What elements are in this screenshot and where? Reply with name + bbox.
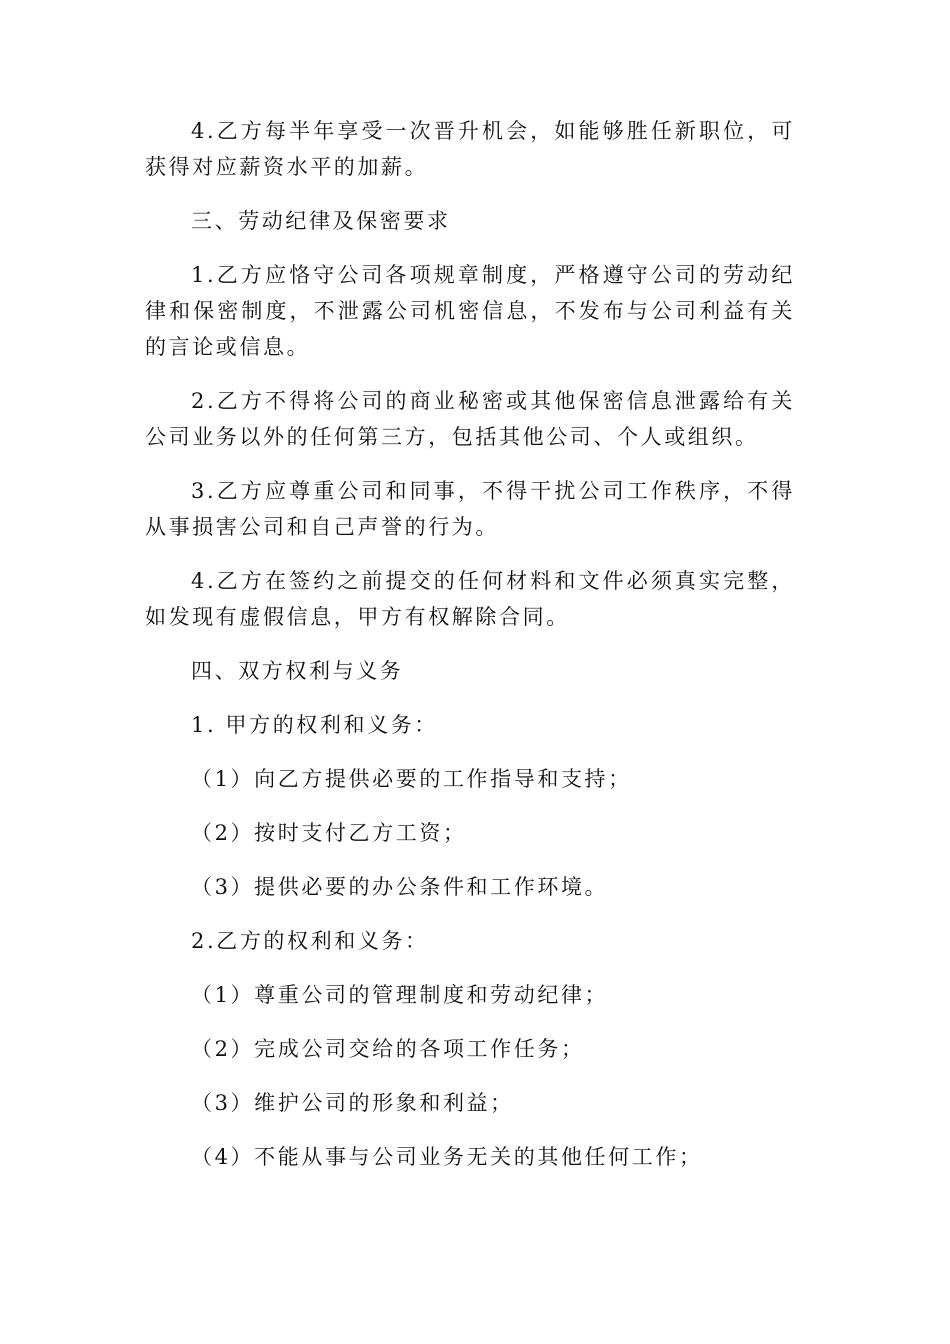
sub-item-party-b-3: （3）维护公司的形象和利益； (191, 1091, 514, 1115)
sub-item-party-b-2: （2）完成公司交给的各项工作任务； (191, 1037, 585, 1061)
sub-item-party-a-2: （2）按时支付乙方工资； (191, 821, 467, 845)
sub-item-party-b-1: （1）尊重公司的管理制度和劳动纪律； (191, 983, 609, 1007)
section-heading-discipline: 三、劳动纪律及保密要求 (191, 209, 451, 233)
paragraph-promotion: 4.乙方每半年享受一次晋升机会，如能够胜任新职位，可获得对应薪资水平的加薪。 (145, 119, 795, 179)
sub-item-party-a-3: （3）提供必要的办公条件和工作环境。 (191, 875, 609, 899)
paragraph-discipline-3: 3.乙方应尊重公司和同事，不得干扰公司工作秩序，不得从事损害公司和自己声誉的行为。 (145, 479, 795, 539)
paragraph-discipline-4: 4.乙方在签约之前提交的任何材料和文件必须真实完整，如发现有虚假信息，甲方有权解除合同。 (145, 569, 795, 629)
list-item-party-a: 1. 甲方的权利和义务： (191, 713, 438, 737)
sub-item-party-a-1: （1）向乙方提供必要的工作指导和支持； (191, 767, 632, 791)
sub-item-party-b-4: （4）不能从事与公司业务无关的其他任何工作； (191, 1145, 703, 1169)
paragraph-discipline-1: 1.乙方应恪守公司各项规章制度，严格遵守公司的劳动纪律和保密制度，不泄露公司机密信息，不发布与公司利益有关的言论或信息。 (145, 263, 795, 359)
list-item-party-b: 2.乙方的权利和义务： (191, 929, 429, 953)
paragraph-discipline-2: 2.乙方不得将公司的商业秘密或其他保密信息泄露给有关公司业务以外的任何第三方，包括其他公司、个人或组织。 (145, 389, 795, 449)
document-body (145, 113, 795, 1193)
section-heading-rights: 四、双方权利与义务 (191, 659, 404, 683)
